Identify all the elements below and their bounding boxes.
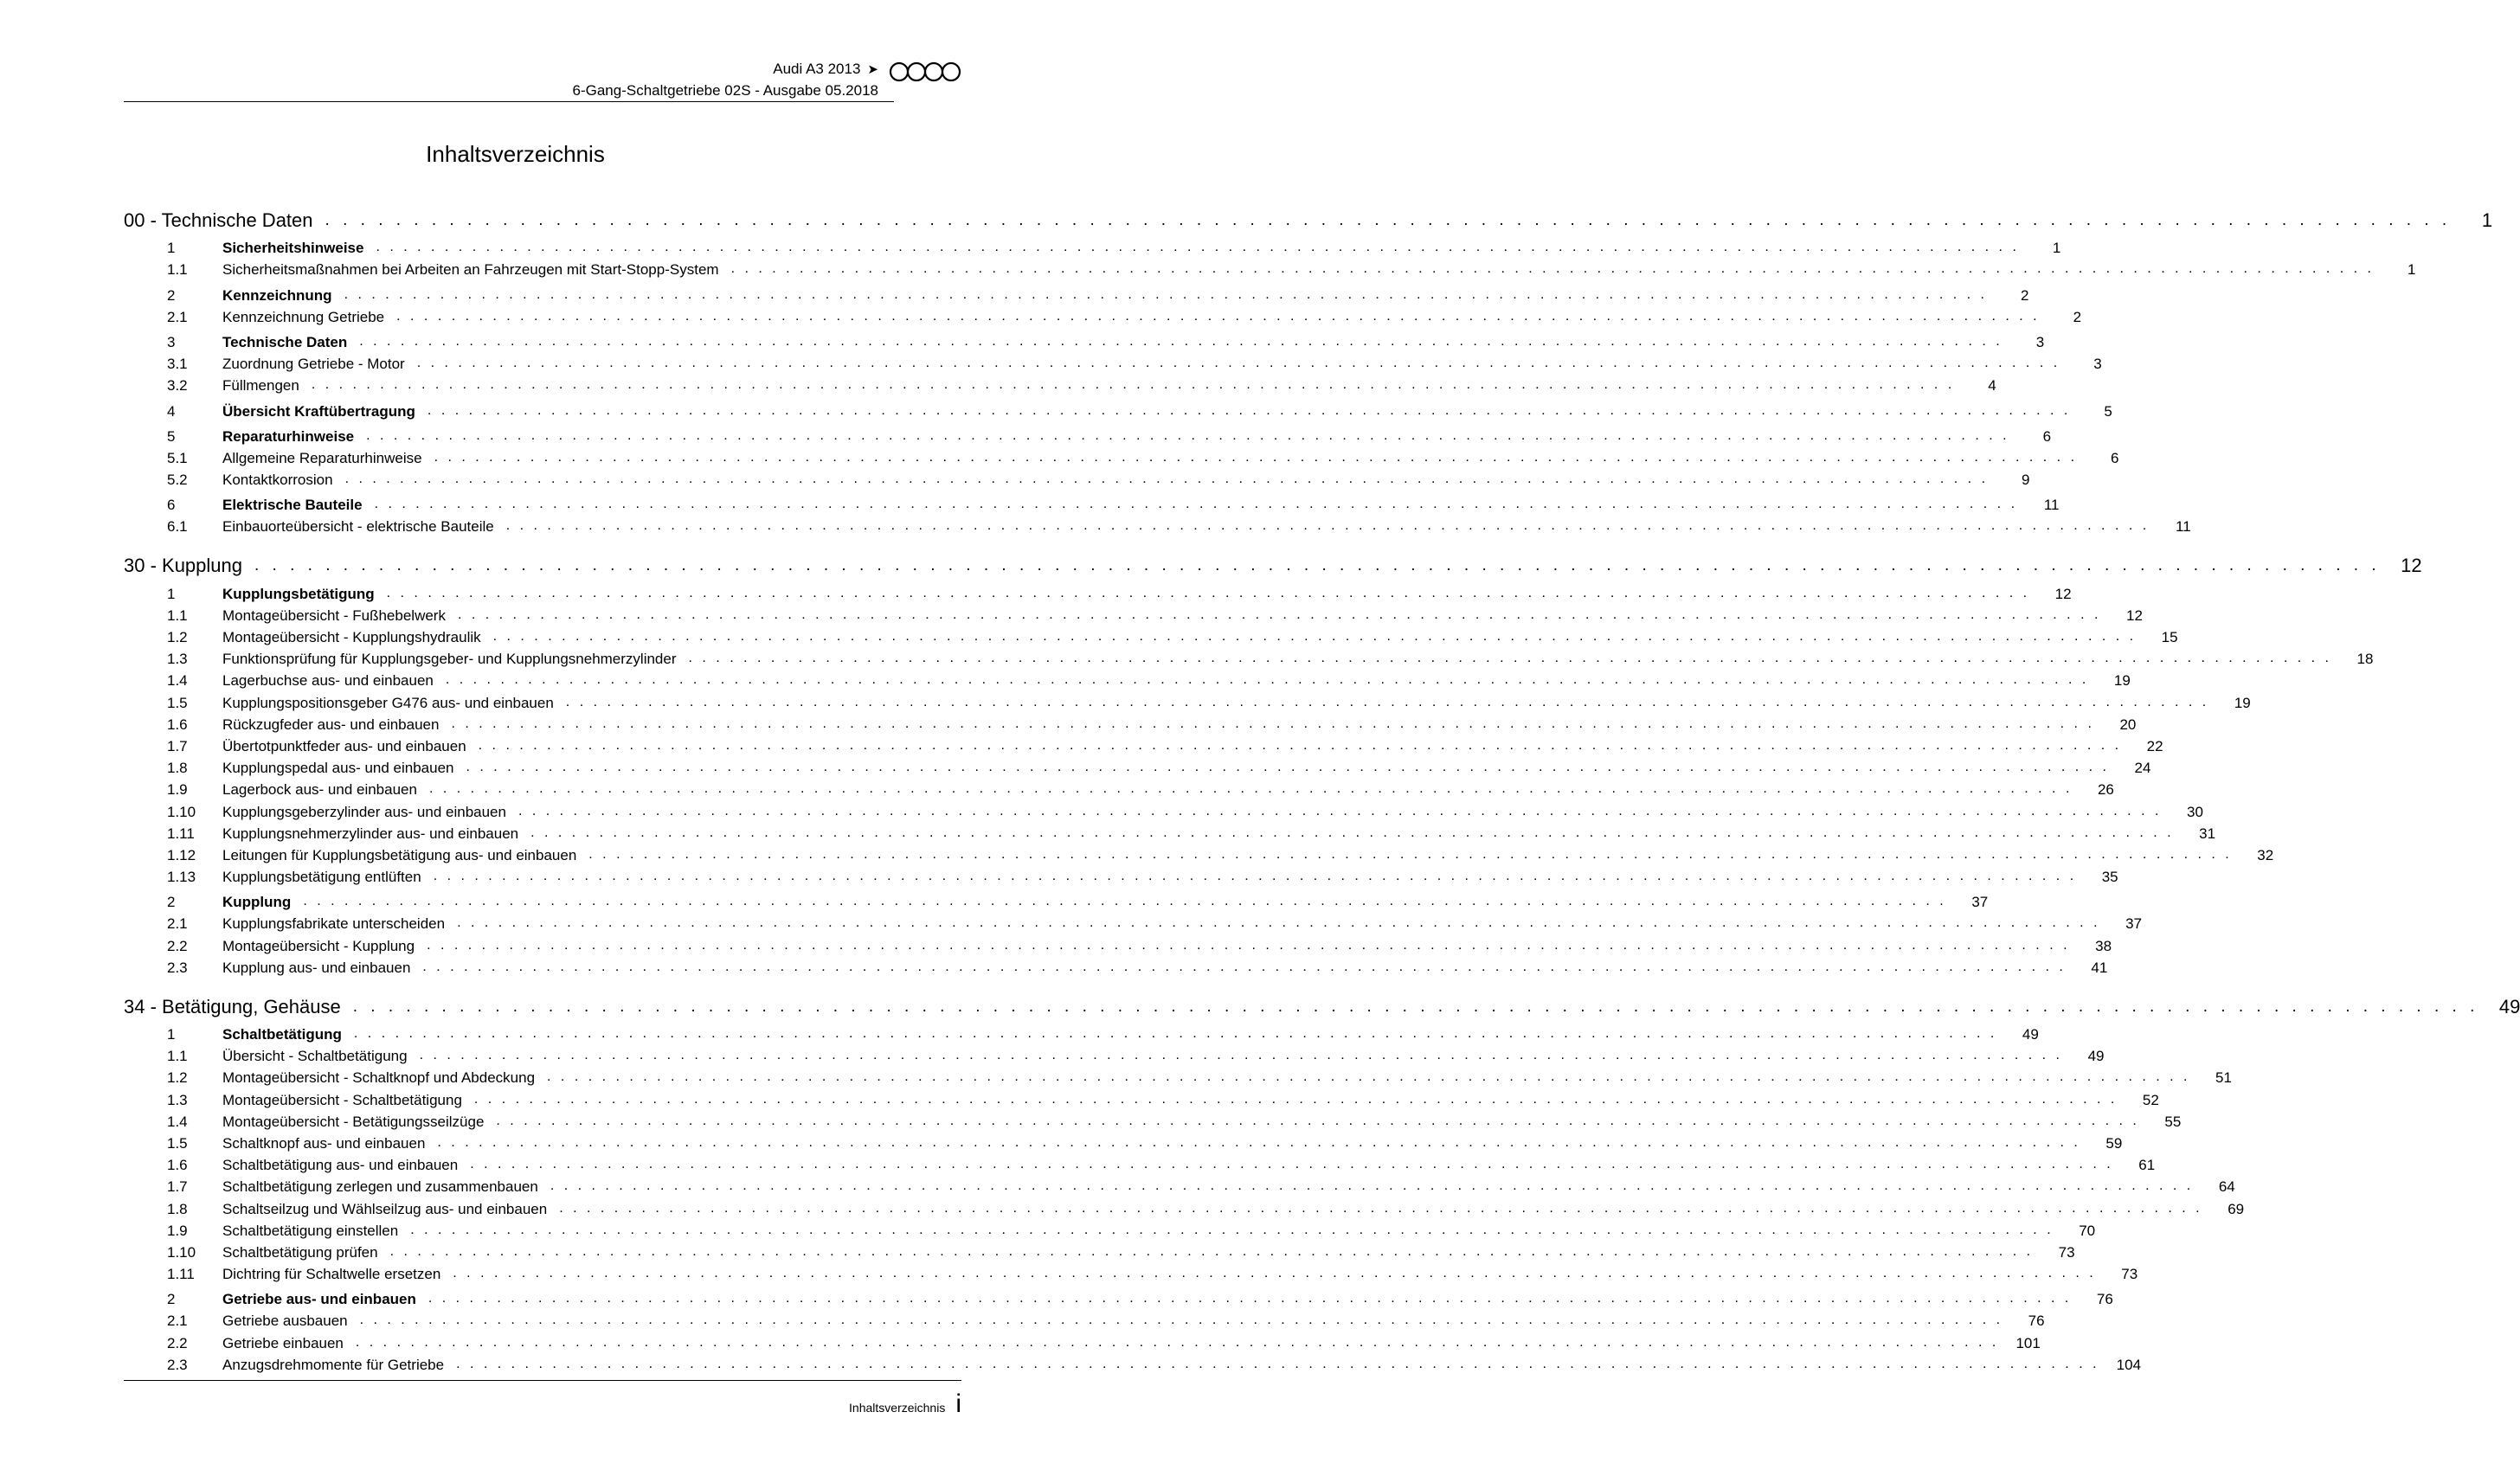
toc-subsection-entry[interactable] — [124, 625, 2178, 646]
toc-number: 1.8 — [167, 760, 188, 777]
toc-subsection-entry[interactable] — [124, 955, 2108, 977]
dot-leader: . . . . . . . . . . . . . . . . . . . . . . . . . . . . . . . . . . . . . . . . . . . . . . . . . . . . . . . . . . . . . . . . . . . . . . . . . . . . . . . . . . . . . . . . . . . . . . . . . . . . . . . . . . . . . . . . . . . . . . . . — [386, 585, 2030, 600]
toc-number: 1.8 — [167, 1200, 188, 1217]
dot-leader: . . . . . . . . . . . . . . . . . . . . . . . . . . . . . . . . . . . . . . . . . . . . . . . . . . . . . . . . . . . . . . . . . . . . . . . . . . . . . . . . . . . . . . . . . . . . . . . . . . . . . . . . . . . . . . . . . . . . . . . . — [559, 1200, 2203, 1216]
toc-number: 2.1 — [167, 1313, 188, 1330]
toc-title: Schaltbetätigung einstellen — [222, 1222, 399, 1239]
toc-number: 1.9 — [167, 781, 188, 799]
dot-leader: . . . . . . . . . . . . . . . . . . . . . . . . . . . . . . . . . . . . . . . . . . . . . . . . . . . . . . . . . . . . . . . . . . . . . . . . . . . . . . . . . . . . . . . . . . . . . . . . . . . . . . . . . . . . . . . . . . . . . . . . — [344, 472, 1989, 487]
toc-page-number: 2 — [2021, 286, 2029, 304]
toc-subsection-entry[interactable] — [124, 755, 2151, 777]
toc-title: Dichtring für Schaltwelle ersetzen — [222, 1266, 441, 1283]
dot-leader: . . . . . . . . . . . . . . . . . . . . . . . . . . . . . . . . . . . . . . . . . . . . . . . . . . . . . . . . . . . . . . . . . . . . . . . . . . . . . . . . . . . . . . . . . . . . . . . . . . . . . . . . . . . . . . . . . . . . . . . . — [470, 1157, 2114, 1172]
toc-subsection-entry[interactable] — [124, 777, 2114, 799]
toc-page-number: 70 — [2079, 1222, 2096, 1239]
toc-page-number: 26 — [2097, 781, 2114, 799]
toc-number: 2 — [167, 1291, 176, 1308]
toc-subsection-entry[interactable] — [124, 911, 2143, 933]
toc-title: Getriebe aus- und einbauen — [222, 1291, 416, 1308]
toc-subsection-entry[interactable] — [124, 1043, 2105, 1065]
toc-number: 1.1 — [167, 261, 188, 279]
dot-leader: . . . . . . . . . . . . . . . . . . . . . . . . . . . . . . . . . . . . . . . . . . . . . . . . . . . . . . . . . . . . . . . . . . . . . . . . . . . . . . . . . . . . . . . . . . . . . . . . . . . . . . . . . . . . . . . . . . . . . . . . — [588, 846, 2233, 862]
toc-title: Rückzugfeder aus- und einbauen — [222, 716, 440, 733]
toc-title: Montageübersicht - Kupplungshydraulik — [222, 629, 481, 645]
table-of-contents — [124, 201, 2520, 1384]
toc-subsection-entry[interactable] — [124, 933, 2112, 954]
header-model-line — [773, 61, 878, 78]
toc-page-number: 30 — [2186, 803, 2203, 820]
toc-page-number: 31 — [2199, 825, 2216, 842]
dot-leader: . . . . . . . . . . . . . . . . . . . . . . . . . . . . . . . . . . . . . . . . . . . . . . . . . . . . . . . . . . . . . . . . . . . . . . . . . . . . . . . . . . . . . . . . . . . . . . . . . . . . . . . . . . . . . . . . . . . . . . . . — [344, 286, 1988, 302]
toc-page-number: 101 — [2015, 1334, 2041, 1351]
toc-title: Montageübersicht - Betätigungsseilzüge — [222, 1113, 485, 1130]
toc-page-number: 49 — [2498, 995, 2520, 1017]
toc-number: 1.4 — [167, 1113, 188, 1130]
toc-number: 4 — [167, 402, 176, 420]
toc-subsection-entry[interactable] — [124, 1087, 2159, 1108]
toc-page-number: 22 — [2146, 737, 2163, 754]
toc-number: 1.4 — [167, 672, 188, 690]
toc-page-number: 12 — [2125, 607, 2143, 624]
toc-number: 1.3 — [167, 651, 188, 668]
toc-page-number: 55 — [2164, 1113, 2182, 1130]
toc-number: 2 — [167, 286, 176, 304]
toc-number: 1 — [167, 240, 176, 257]
toc-number: 3.2 — [167, 377, 188, 395]
toc-page-number: 104 — [2116, 1356, 2142, 1373]
toc-page-number: 76 — [2096, 1291, 2113, 1308]
toc-title: Kupplung — [222, 894, 292, 911]
dot-leader: . . . . . . . . . . . . . . . . . . . . . . . . . . . . . . . . . . . . . . . . . . . . . . . . . . . . . . . . . . . . . . . . . . . . . . . . . . . . . . . . . . . . . . . . . . . . . . . . . . . . . . . . . . . . . . . . . . . . . . . . — [410, 1222, 2054, 1237]
toc-section-entry[interactable] — [124, 424, 2052, 446]
toc-subsection-entry[interactable] — [124, 1240, 2075, 1261]
toc-number: 2.1 — [167, 915, 188, 933]
toc-number: 1.12 — [167, 846, 196, 863]
toc-subsection-entry[interactable] — [124, 467, 2030, 489]
toc-title: Zuordnung Getriebe - Motor — [222, 356, 405, 373]
toc-number: 1.3 — [167, 1091, 188, 1108]
toc-title: Kupplungsnehmerzylinder aus- und einbauen — [222, 825, 519, 842]
toc-title: Funktionsprüfung für Kupplungsgeber- und Kupplungsnehmerzylinder — [222, 651, 677, 668]
dot-leader: . . . . . . . . . . . . . . . . . . . . . . . . . . . . . . . . . . . . . . . . . . . . . . . . . . . . . . . . . . . . . . . . . . . . . . . . . . . . . . . . . . . . . . . . . . . . . . . . . . . . . . . . . . . . . . . . . . . . . . . . — [376, 240, 2020, 255]
toc-number: 2.1 — [167, 308, 188, 325]
dot-leader: . . . . . . . . . . . . . . . . . . . . . . . . . . . . . . . . . . . . . . . . . . . . . . . . . . . . . . . . . . . . . . . . . . . . . . . . . . . . . . . . . . . . . . . . . . . . . . . . . . . . . . . . . . . . . . . . . . . . . . . . — [374, 497, 2018, 512]
toc-page-number: 18 — [2356, 651, 2374, 668]
toc-number: 1.1 — [167, 1048, 188, 1065]
toc-page-number: 20 — [2119, 716, 2137, 733]
dot-leader: . . . . . . . . . . . . . . . . . . . . . . . . . . . . . . . . . . . . . . . . . . . . . . . . . . . . . . . . . . . . . . . . . . . . . . . . . . . . . . . . . . . . . . . . . . . . . . . . . . . . . . . . . . . . . . . . . . . . . . . . — [419, 1048, 2063, 1063]
dot-leader: . . . . . . . . . . . . . . . . . . . . . . . . . . . . . . . . . . . . . . . . . . . . . . . . . . . . . . . . . . . . . . . . . . . . . . . . . . . . . . . . . . . . . . . . . . . . . . . . . . . . . . . . . . . . . . . . . . . . . . . . — [466, 760, 2110, 775]
toc-subsection-entry[interactable] — [124, 799, 2203, 820]
toc-title: Montageübersicht - Schaltbetätigung — [222, 1091, 462, 1108]
toc-number: 1.2 — [167, 1069, 188, 1087]
toc-subsection-entry[interactable] — [124, 1352, 2142, 1374]
toc-title: 34 - Betätigung, Gehäuse — [124, 995, 341, 1017]
toc-subsection-entry[interactable] — [124, 257, 2416, 279]
dot-leader: . . . . . . . . . . . . . . . . . . . . . . . . . . . . . . . . . . . . . . . . . . . . . . . . . . . . . . . . . . . . . . . . . . . . . . . . . . . . . . . . . . . . . . . . . . . . . . . . . . . . . . . . . . . . . . . . . . . . . . . . — [428, 1291, 2072, 1306]
toc-page-number: 19 — [2113, 672, 2131, 690]
toc-page-number: 5 — [2104, 402, 2112, 420]
toc-section-entry[interactable] — [124, 1287, 2113, 1308]
toc-page-number: 1 — [2052, 240, 2061, 257]
header-subtitle: 6-Gang-Schaltgetriebe 02S - Ausgabe 05.2018 — [572, 82, 878, 99]
toc-title: Getriebe einbauen — [222, 1334, 344, 1351]
dot-leader: . . . . . . . . . . . . . . . . . . . . . . . . . . . . . . . . . . . . . . . . . . . . . . . . . . . . . . . . . . . . . . . . . . . . . . . . . . . . . . . . . . . . . . . . . . . . . . . . . . . . . . . . . . . . . . . . . . . . . . . . — [427, 937, 2071, 953]
toc-section-entry[interactable] — [124, 492, 2060, 514]
toc-title: Lagerbuchse aus- und einbauen — [222, 672, 434, 690]
dot-leader: . . . . . . . . . . . . . . . . . . . . . . . . . . . . . . . . . . . . . . . . . . . . . . . . . . . . . . . . . . . . . . . . . . . . . . . . . . . . . . . . . . . . . . . . . . . . . . . . . . . . . . . . . . . . . . . . . . . . . . . . — [311, 377, 1955, 393]
toc-page-number: 59 — [2105, 1134, 2123, 1152]
dot-leader: . . . . . . . . . . . . . . . . . . . . . . . . . . . . . . . . . . . . . . . . . . . . . . . . . . . . . . . . . . . . . . . . . . . . . . . . . . . . . . . . . . . . . . . . . . . . . . . . . . . . . . . . . . . . . . . . . . . . . . . . — [254, 556, 2381, 575]
dot-leader: . . . . . . . . . . . . . . . . . . . . . . . . . . . . . . . . . . . . . . . . . . . . . . . . . . . . . . . . . . . . . . . . . . . . . . . . . . . . . . . . . . . . . . . . . . . . . . . . . . . . . . . . . . . . . . . . . . . . . . . . — [550, 1178, 2194, 1194]
toc-title: Montageübersicht - Schaltknopf und Abdeckung — [222, 1069, 536, 1087]
toc-number: 1.1 — [167, 607, 188, 624]
toc-subsection-entry[interactable] — [124, 690, 2251, 711]
toc-title: 30 - Kupplung — [124, 555, 242, 577]
toc-subsection-entry[interactable] — [124, 712, 2137, 734]
dot-leader: . . . . . . . . . . . . . . . . . . . . . . . . . . . . . . . . . . . . . . . . . . . . . . . . . . . . . . . . . . . . . . . . . . . . . . . . . . . . . . . . . . . . . . . . . . . . . . . . . . . . . . . . . . . . . . . . . . . . . . . . — [366, 427, 2010, 443]
toc-subsection-entry[interactable] — [124, 373, 1996, 395]
toc-page-number: 41 — [2091, 959, 2108, 976]
toc-number: 5 — [167, 427, 176, 445]
toc-number: 1.11 — [167, 1266, 195, 1283]
toc-number: 5.1 — [167, 449, 188, 466]
toc-subsection-entry[interactable] — [124, 603, 2143, 625]
toc-subsection-entry[interactable] — [124, 864, 2118, 886]
toc-page-number: 49 — [2087, 1048, 2105, 1065]
dot-leader: . . . . . . . . . . . . . . . . . . . . . . . . . . . . . . . . . . . . . . . . . . . . . . . . . . . . . . . . . . . . . . . . . . . . . . . . . . . . . . . . . . . . . . . . . . . . . . . . . . . . . . . . . . . . . . . . . . . . . . . . — [565, 694, 2209, 709]
toc-section-entry[interactable] — [124, 398, 2112, 420]
toc-title: Kupplungsfabrikate unterscheiden — [222, 915, 446, 933]
page-footer — [849, 1391, 961, 1417]
toc-title: Kupplungsbetätigung entlüften — [222, 869, 421, 886]
toc-number: 2.3 — [167, 1356, 188, 1373]
toc-subsection-entry[interactable] — [124, 1308, 2045, 1330]
toc-number: 1 — [167, 585, 176, 602]
toc-number: 1.11 — [167, 825, 195, 842]
toc-page-number: 49 — [2022, 1026, 2039, 1043]
toc-number: 1.9 — [167, 1222, 188, 1239]
toc-title: Reparaturhinweise — [222, 427, 355, 445]
page-title: Inhaltsverzeichnis — [426, 141, 605, 167]
toc-page-number: 1 — [2481, 209, 2493, 231]
dot-leader: . . . . . . . . . . . . . . . . . . . . . . . . . . . . . . . . . . . . . . . . . . . . . . . . . . . . . . . . . . . . . . . . . . . . . . . . . . . . . . . . . . . . . . . . . . . . . . . . . . . . . . . . . . . . . . . . . . . . . . . . — [518, 803, 2162, 818]
page-header — [124, 57, 961, 102]
dot-leader: . . . . . . . . . . . . . . . . . . . . . . . . . . . . . . . . . . . . . . . . . . . . . . . . . . . . . . . . . . . . . . . . . . . . . . . . . . . . . . . . . . . . . . . . . . . . . . . . . . . . . . . . . . . . . . . . . . . . . . . . — [451, 716, 2095, 731]
toc-page-number: 12 — [2401, 555, 2422, 577]
dot-leader: . . . . . . . . . . . . . . . . . . . . . . . . . . . . . . . . . . . . . . . . . . . . . . . . . . . . . . . . . . . . . . . . . . . . . . . . . . . . . . . . . . . . . . . . . . . . . . . . . . . . . . . . . . . . . . . . . . . . . . . . — [352, 997, 2479, 1016]
toc-subsection-entry[interactable] — [124, 734, 2163, 755]
toc-page-number: 3 — [2093, 356, 2102, 373]
toc-subsection-entry[interactable] — [124, 1330, 2041, 1351]
toc-title: Leitungen für Kupplungsbetätigung aus- und einbauen — [222, 846, 577, 863]
dot-leader: . . . . . . . . . . . . . . . . . . . . . . . . . . . . . . . . . . . . . . . . . . . . . . . . . . . . . . . . . . . . . . . . . . . . . . . . . . . . . . . . . . . . . . . . . . . . . . . . . . . . . . . . . . . . . . . . . . . . . . . . — [422, 959, 2067, 974]
toc-subsection-entry[interactable] — [124, 1065, 2232, 1087]
dot-leader: . . . . . . . . . . . . . . . . . . . . . . . . . . . . . . . . . . . . . . . . . . . . . . . . . . . . . . . . . . . . . . . . . . . . . . . . . . . . . . . . . . . . . . . . . . . . . . . . . . . . . . . . . . . . . . . . . . . . . . . . — [303, 894, 1947, 909]
toc-page-number: 76 — [2028, 1313, 2045, 1330]
toc-page-number: 4 — [1988, 377, 1996, 395]
toc-title: Kupplungsbetätigung — [222, 585, 375, 602]
dot-leader: . . . . . . . . . . . . . . . . . . . . . . . . . . . . . . . . . . . . . . . . . . . . . . . . . . . . . . . . . . . . . . . . . . . . . . . . . . . . . . . . . . . . . . . . . . . . . . . . . . . . . . . . . . . . . . . . . . . . . . . . — [434, 449, 2078, 465]
dot-leader: . . . . . . . . . . . . . . . . . . . . . . . . . . . . . . . . . . . . . . . . . . . . . . . . . . . . . . . . . . . . . . . . . . . . . . . . . . . . . . . . . . . . . . . . . . . . . . . . . . . . . . . . . . . . . . . . . . . . . . . . — [353, 1026, 1997, 1041]
toc-number: 2 — [167, 894, 176, 911]
toc-number: 1.10 — [167, 1243, 196, 1261]
toc-page-number: 32 — [2257, 846, 2274, 863]
toc-page-number: 24 — [2134, 760, 2151, 777]
toc-title: Schaltknopf aus- und einbauen — [222, 1134, 426, 1152]
toc-title: Füllmengen — [222, 377, 299, 395]
toc-section-entry[interactable] — [124, 1022, 2039, 1043]
dot-leader: . . . . . . . . . . . . . . . . . . . . . . . . . . . . . . . . . . . . . . . . . . . . . . . . . . . . . . . . . . . . . . . . . . . . . . . . . . . . . . . . . . . . . . . . . . . . . . . . . . . . . . . . . . . . . . . . . . . . . . . . — [457, 915, 2101, 931]
toc-title: Schaltbetätigung aus- und einbauen — [222, 1157, 459, 1174]
toc-page-number: 6 — [2111, 449, 2119, 466]
dot-leader: . . . . . . . . . . . . . . . . . . . . . . . . . . . . . . . . . . . . . . . . . . . . . . . . . . . . . . . . . . . . . . . . . . . . . . . . . . . . . . . . . . . . . . . . . . . . . . . . . . . . . . . . . . . . . . . . . . . . . . . . — [457, 607, 2101, 622]
toc-number: 1.6 — [167, 716, 188, 733]
toc-subsection-entry[interactable] — [124, 668, 2131, 690]
toc-title: 00 - Technische Daten — [124, 209, 313, 231]
toc-title: Elektrische Bauteile — [222, 497, 363, 514]
toc-title: Getriebe ausbauen — [222, 1313, 348, 1330]
toc-subsection-entry[interactable] — [124, 1109, 2182, 1131]
dot-leader: . . . . . . . . . . . . . . . . . . . . . . . . . . . . . . . . . . . . . . . . . . . . . . . . . . . . . . . . . . . . . . . . . . . . . . . . . . . . . . . . . . . . . . . . . . . . . . . . . . . . . . . . . . . . . . . . . . . . . . . . — [437, 1134, 2081, 1150]
toc-subsection-entry[interactable] — [124, 1174, 2235, 1196]
toc-title: Kennzeichnung — [222, 286, 332, 304]
toc-page-number: 38 — [2095, 937, 2112, 954]
toc-page-number: 61 — [2138, 1157, 2156, 1174]
toc-page-number: 52 — [2142, 1091, 2159, 1108]
dot-leader: . . . . . . . . . . . . . . . . . . . . . . . . . . . . . . . . . . . . . . . . . . . . . . . . . . . . . . . . . . . . . . . . . . . . . . . . . . . . . . . . . . . . . . . . . . . . . . . . . . . . . . . . . . . . . . . . . . . . . . . . — [427, 402, 2071, 418]
toc-subsection-entry[interactable] — [124, 514, 2191, 536]
dot-leader: . . . . . . . . . . . . . . . . . . . . . . . . . . . . . . . . . . . . . . . . . . . . . . . . . . . . . . . . . . . . . . . . . . . . . . . . . . . . . . . . . . . . . . . . . . . . . . . . . . . . . . . . . . . . . . . . . . . . . . . . — [355, 1334, 1999, 1350]
toc-title: Schaltbetätigung — [222, 1026, 342, 1043]
dot-leader: . . . . . . . . . . . . . . . . . . . . . . . . . . . . . . . . . . . . . . . . . . . . . . . . . . . . . . . . . . . . . . . . . . . . . . . . . . . . . . . . . . . . . . . . . . . . . . . . . . . . . . . . . . . . . . . . . . . . . . . . — [445, 672, 2089, 688]
dot-leader: . . . . . . . . . . . . . . . . . . . . . . . . . . . . . . . . . . . . . . . . . . . . . . . . . . . . . . . . . . . . . . . . . . . . . . . . . . . . . . . . . . . . . . . . . . . . . . . . . . . . . . . . . . . . . . . . . . . . . . . . — [478, 737, 2122, 753]
toc-number: 1.13 — [167, 869, 196, 886]
toc-subsection-entry[interactable] — [124, 1131, 2123, 1152]
audi-rings-icon — [889, 61, 961, 82]
toc-title: Montageübersicht - Fußhebelwerk — [222, 607, 446, 624]
dot-leader: . . . . . . . . . . . . . . . . . . . . . . . . . . . . . . . . . . . . . . . . . . . . . . . . . . . . . . . . . . . . . . . . . . . . . . . . . . . . . . . . . . . . . . . . . . . . . . . . . . . . . . . . . . . . . . . . . . . . . . . . — [433, 869, 2077, 884]
dot-leader: . . . . . . . . . . . . . . . . . . . . . . . . . . . . . . . . . . . . . . . . . . . . . . . . . . . . . . . . . . . . . . . . . . . . . . . . . . . . . . . . . . . . . . . . . . . . . . . . . . . . . . . . . . . . . . . . . . . . . . . . — [389, 1243, 2034, 1259]
toc-section-entry[interactable] — [124, 889, 1989, 911]
toc-page-number: 51 — [2215, 1069, 2232, 1087]
toc-chapter-entry[interactable] — [124, 201, 2493, 232]
toc-page-number: 11 — [2176, 518, 2191, 536]
dot-leader: . . . . . . . . . . . . . . . . . . . . . . . . . . . . . . . . . . . . . . . . . . . . . . . . . . . . . . . . . . . . . . . . . . . . . . . . . . . . . . . . . . . . . . . . . . . . . . . . . . . . . . . . . . . . . . . . . . . . . . . . — [473, 1091, 2118, 1107]
toc-title: Sicherheitshinweise — [222, 240, 364, 257]
toc-title: Schaltbetätigung zerlegen und zusammenbauen — [222, 1178, 538, 1196]
footer-divider — [124, 1380, 961, 1381]
toc-page-number: 73 — [2058, 1243, 2075, 1261]
toc-number: 5.2 — [167, 472, 188, 489]
dot-leader: . . . . . . . . . . . . . . . . . . . . . . . . . . . . . . . . . . . . . . . . . . . . . . . . . . . . . . . . . . . . . . . . . . . . . . . . . . . . . . . . . . . . . . . . . . . . . . . . . . . . . . . . . . . . . . . . . . . . . . . . — [456, 1356, 2100, 1371]
dot-leader: . . . . . . . . . . . . . . . . . . . . . . . . . . . . . . . . . . . . . . . . . . . . . . . . . . . . . . . . . . . . . . . . . . . . . . . . . . . . . . . . . . . . . . . . . . . . . . . . . . . . . . . . . . . . . . . . . . . . . . . . — [416, 356, 2060, 371]
dot-leader: . . . . . . . . . . . . . . . . . . . . . . . . . . . . . . . . . . . . . . . . . . . . . . . . . . . . . . . . . . . . . . . . . . . . . . . . . . . . . . . . . . . . . . . . . . . . . . . . . . . . . . . . . . . . . . . . . . . . . . . . — [496, 1113, 2140, 1128]
toc-title: Kupplungspedal aus- und einbauen — [222, 760, 454, 777]
toc-page-number: 15 — [2161, 629, 2178, 645]
toc-chapter — [124, 987, 2520, 1374]
toc-number: 6 — [167, 497, 176, 514]
toc-chapter — [124, 201, 2493, 536]
dot-leader: . . . . . . . . . . . . . . . . . . . . . . . . . . . . . . . . . . . . . . . . . . . . . . . . . . . . . . . . . . . . . . . . . . . . . . . . . . . . . . . . . . . . . . . . . . . . . . . . . . . . . . . . . . . . . . . . . . . . . . . . — [688, 651, 2332, 666]
toc-subsection-entry[interactable] — [124, 1152, 2156, 1174]
toc-number: 1.5 — [167, 1134, 188, 1152]
toc-number: 1.7 — [167, 1178, 188, 1196]
dot-leader: . . . . . . . . . . . . . . . . . . . . . . . . . . . . . . . . . . . . . . . . . . . . . . . . . . . . . . . . . . . . . . . . . . . . . . . . . . . . . . . . . . . . . . . . . . . . . . . . . . . . . . . . . . . . . . . . . . . . . . . . — [492, 629, 2137, 644]
toc-chapter — [124, 546, 2422, 976]
toc-number: 3.1 — [167, 356, 188, 373]
toc-subsection-entry[interactable] — [124, 821, 2216, 843]
toc-number: 6.1 — [167, 518, 188, 536]
toc-page-number: 64 — [2218, 1178, 2235, 1196]
toc-title: Kupplungspositionsgeber G476 aus- und einbauen — [222, 694, 554, 711]
toc-page-number: 3 — [2035, 333, 2045, 350]
dot-leader: . . . . . . . . . . . . . . . . . . . . . . . . . . . . . . . . . . . . . . . . . . . . . . . . . . . . . . . . . . . . . . . . . . . . . . . . . . . . . . . . . . . . . . . . . . . . . . . . . . . . . . . . . . . . . . . . . . . . . . . . — [359, 333, 2003, 349]
toc-page-number: 9 — [2022, 472, 2030, 489]
toc-number: 2.2 — [167, 937, 188, 954]
toc-page-number: 73 — [2121, 1266, 2138, 1283]
toc-subsection-entry[interactable] — [124, 1196, 2245, 1217]
arrow-right-icon: ➤ — [867, 62, 878, 77]
toc-title: Montageübersicht - Kupplung — [222, 937, 415, 954]
toc-number: 2.3 — [167, 959, 188, 976]
dot-leader: . . . . . . . . . . . . . . . . . . . . . . . . . . . . . . . . . . . . . . . . . . . . . . . . . . . . . . . . . . . . . . . . . . . . . . . . . . . . . . . . . . . . . . . . . . . . . . . . . . . . . . . . . . . . . . . . . . . . . . . . — [453, 1266, 2097, 1281]
toc-subsection-entry[interactable] — [124, 1261, 2138, 1283]
toc-subsection-entry[interactable] — [124, 843, 2274, 864]
toc-number: 1.2 — [167, 629, 188, 645]
toc-section-entry[interactable] — [124, 330, 2045, 351]
dot-leader: . . . . . . . . . . . . . . . . . . . . . . . . . . . . . . . . . . . . . . . . . . . . . . . . . . . . . . . . . . . . . . . . . . . . . . . . . . . . . . . . . . . . . . . . . . . . . . . . . . . . . . . . . . . . . . . . . . . . . . . . — [547, 1069, 2190, 1085]
toc-number: 3 — [167, 333, 176, 350]
toc-title: Lagerbock aus- und einbauen — [222, 781, 417, 799]
dot-leader: . . . . . . . . . . . . . . . . . . . . . . . . . . . . . . . . . . . . . . . . . . . . . . . . . . . . . . . . . . . . . . . . . . . . . . . . . . . . . . . . . . . . . . . . . . . . . . . . . . . . . . . . . . . . . . . . . . . . . . . . — [428, 781, 2073, 797]
toc-title: Allgemeine Reparaturhinweise — [222, 449, 422, 466]
toc-chapter-entry[interactable] — [124, 987, 2520, 1018]
dot-leader: . . . . . . . . . . . . . . . . . . . . . . . . . . . . . . . . . . . . . . . . . . . . . . . . . . . . . . . . . . . . . . . . . . . . . . . . . . . . . . . . . . . . . . . . . . . . . . . . . . . . . . . . . . . . . . . . . . . . . . . . — [505, 518, 2150, 534]
toc-page-number: 6 — [2042, 427, 2052, 445]
toc-title: Schaltseilzug und Wählseilzug aus- und einbauen — [222, 1200, 548, 1217]
toc-title: Kontaktkorrosion — [222, 472, 333, 489]
toc-page-number: 11 — [2043, 497, 2060, 514]
toc-title: Schaltbetätigung prüfen — [222, 1243, 378, 1261]
toc-page-number: 69 — [2228, 1200, 2245, 1217]
dot-leader: . . . . . . . . . . . . . . . . . . . . . . . . . . . . . . . . . . . . . . . . . . . . . . . . . . . . . . . . . . . . . . . . . . . . . . . . . . . . . . . . . . . . . . . . . . . . . . . . . . . . . . . . . . . . . . . . . . . . . . . . — [730, 261, 2375, 277]
toc-title: Übersicht - Schaltbetätigung — [222, 1048, 408, 1065]
toc-page-number: 35 — [2101, 869, 2118, 886]
toc-title: Einbauorteübersicht - elektrische Bauteile — [222, 518, 494, 536]
toc-number: 1.5 — [167, 694, 188, 711]
toc-title: Anzugsdrehmomente für Getriebe — [222, 1356, 445, 1373]
toc-subsection-entry[interactable] — [124, 446, 2119, 467]
toc-title: Übertotpunktfeder aus- und einbauen — [222, 737, 466, 754]
dot-leader: . . . . . . . . . . . . . . . . . . . . . . . . . . . . . . . . . . . . . . . . . . . . . . . . . . . . . . . . . . . . . . . . . . . . . . . . . . . . . . . . . . . . . . . . . . . . . . . . . . . . . . . . . . . . . . . . . . . . . . . . — [530, 825, 2175, 840]
footer-page-number: i — [955, 1390, 961, 1418]
toc-section-entry[interactable] — [124, 581, 2072, 602]
toc-title: Kupplungsgeberzylinder aus- und einbauen — [222, 803, 506, 820]
toc-page-number: 37 — [2125, 915, 2143, 933]
toc-page-number: 19 — [2234, 694, 2251, 711]
header-divider — [124, 101, 894, 102]
footer-label: Inhaltsverzeichnis — [849, 1401, 946, 1415]
toc-section-entry[interactable] — [124, 282, 2029, 304]
toc-subsection-entry[interactable] — [124, 1218, 2096, 1240]
toc-number: 1.6 — [167, 1157, 188, 1174]
toc-title: Sicherheitsmaßnahmen bei Arbeiten an Fahrzeugen mit Start-Stopp-System — [222, 261, 719, 279]
toc-number: 2.2 — [167, 1334, 188, 1351]
dot-leader: . . . . . . . . . . . . . . . . . . . . . . . . . . . . . . . . . . . . . . . . . . . . . . . . . . . . . . . . . . . . . . . . . . . . . . . . . . . . . . . . . . . . . . . . . . . . . . . . . . . . . . . . . . . . . . . . . . . . . . . . — [396, 308, 2041, 324]
toc-title: Übersicht Kraftübertragung — [222, 402, 415, 420]
toc-number: 1.7 — [167, 737, 188, 754]
toc-page-number: 12 — [2054, 585, 2072, 602]
toc-page-number: 1 — [2408, 261, 2416, 279]
toc-number: 1 — [167, 1026, 176, 1043]
toc-title: Kennzeichnung Getriebe — [222, 308, 385, 325]
toc-number: 1.10 — [167, 803, 196, 820]
toc-page-number: 37 — [1971, 894, 1989, 911]
toc-subsection-entry[interactable] — [124, 646, 2374, 668]
toc-chapter-entry[interactable] — [124, 546, 2422, 577]
toc-section-entry[interactable] — [124, 235, 2061, 257]
toc-page-number: 2 — [2073, 308, 2082, 325]
dot-leader: . . . . . . . . . . . . . . . . . . . . . . . . . . . . . . . . . . . . . . . . . . . . . . . . . . . . . . . . . . . . . . . . . . . . . . . . . . . . . . . . . . . . . . . . . . . . . . . . . . . . . . . . . . . . . . . . . . . . . . . . — [325, 211, 2452, 229]
toc-subsection-entry[interactable] — [124, 305, 2082, 326]
toc-subsection-entry[interactable] — [124, 351, 2102, 373]
toc-title: Kupplung aus- und einbauen — [222, 959, 411, 976]
toc-title: Technische Daten — [222, 333, 348, 350]
dot-leader: . . . . . . . . . . . . . . . . . . . . . . . . . . . . . . . . . . . . . . . . . . . . . . . . . . . . . . . . . . . . . . . . . . . . . . . . . . . . . . . . . . . . . . . . . . . . . . . . . . . . . . . . . . . . . . . . . . . . . . . . — [359, 1313, 2003, 1328]
header-model: Audi A3 2013 — [773, 61, 861, 77]
